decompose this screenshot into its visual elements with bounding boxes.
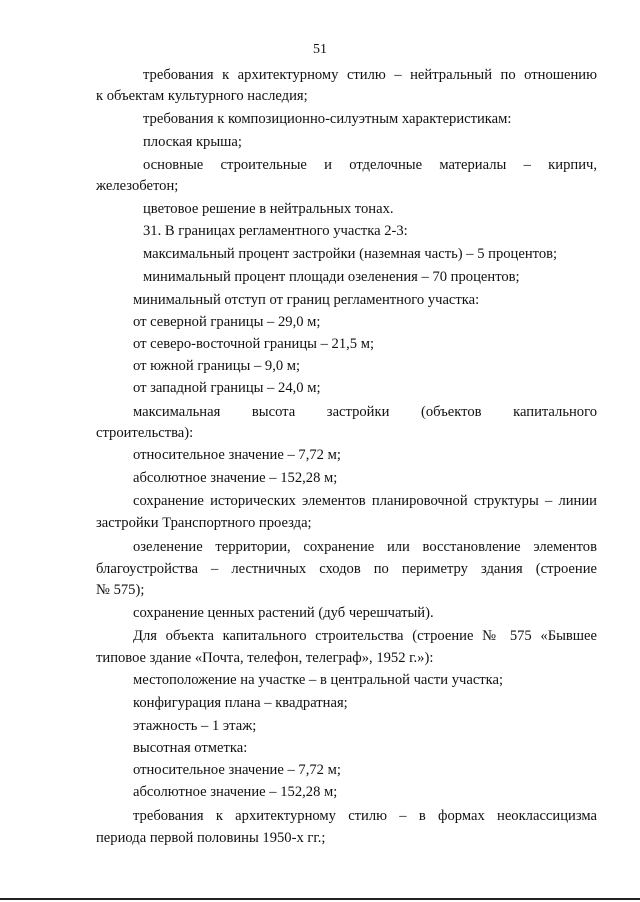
page-number: 51 — [313, 42, 327, 57]
text-line: требования к архитектурному стилю – нейтральный по отношению — [143, 67, 597, 83]
text-line: периода первой половины 1950-х гг.; — [96, 830, 326, 846]
text-line: относительное значение – 7,72 м; — [133, 762, 341, 778]
text-line: основные строительные и отделочные материалы – кирпич, — [143, 157, 597, 173]
text-line: озеленение территории, сохранение или восстановление элементов — [133, 539, 597, 555]
text-line: от северной границы – 29,0 м; — [133, 314, 321, 330]
text-line: требования к архитектурному стилю – в формах неоклассицизма — [133, 808, 597, 824]
text-line: абсолютное значение – 152,28 м; — [133, 470, 338, 486]
text-line: плоская крыша; — [143, 134, 242, 150]
text-line: абсолютное значение – 152,28 м; — [133, 784, 338, 800]
text-line: сохранение исторических элементов планировочной структуры – линии — [133, 493, 597, 509]
text-line: к объектам культурного наследия; — [96, 88, 308, 104]
text-line: от северо-восточной границы – 21,5 м; — [133, 336, 375, 352]
text-line: благоустройства – лестничных сходов по периметру здания (строение — [96, 561, 597, 577]
text-line: Для объекта капитального строительства (строение № 575 «Бывшее — [133, 628, 597, 644]
text-line: цветовое решение в нейтральных тонах. — [143, 201, 394, 217]
text-line: относительное значение – 7,72 м; — [133, 447, 341, 463]
text-line: минимальный процент площади озеленения – 70 процентов; — [143, 269, 520, 285]
text-line: конфигурация плана – квадратная; — [133, 695, 348, 711]
text-line: от южной границы – 9,0 м; — [133, 358, 301, 374]
text-line: высотная отметка: — [133, 740, 248, 756]
text-line: требования к композиционно-силуэтным характеристикам: — [143, 111, 512, 127]
text-line: от западной границы – 24,0 м; — [133, 380, 321, 396]
text-line: застройки Транспортного проезда; — [96, 515, 312, 531]
text-line: 31. В границах регламентного участка 2-3: — [143, 223, 408, 239]
text-line: максимальный процент застройки (наземная часть) – 5 процентов; — [143, 246, 558, 262]
text-line: местоположение на участке – в центральной части участка; — [133, 672, 504, 688]
text-line: строительства): — [96, 425, 194, 441]
text-line: этажность – 1 этаж; — [133, 718, 257, 734]
scan-edge-divider — [0, 898, 640, 900]
text-line: железобетон; — [96, 178, 179, 194]
text-line: № 575); — [96, 582, 145, 598]
text-line: максимальная высота застройки (объектов капитального — [133, 404, 597, 420]
text-line: типовое здание «Почта, телефон, телеграф», 1952 г.»): — [96, 650, 434, 666]
text-line: минимальный отступ от границ регламентного участка: — [133, 292, 480, 308]
text-line: сохранение ценных растений (дуб черешчатый). — [133, 605, 434, 621]
